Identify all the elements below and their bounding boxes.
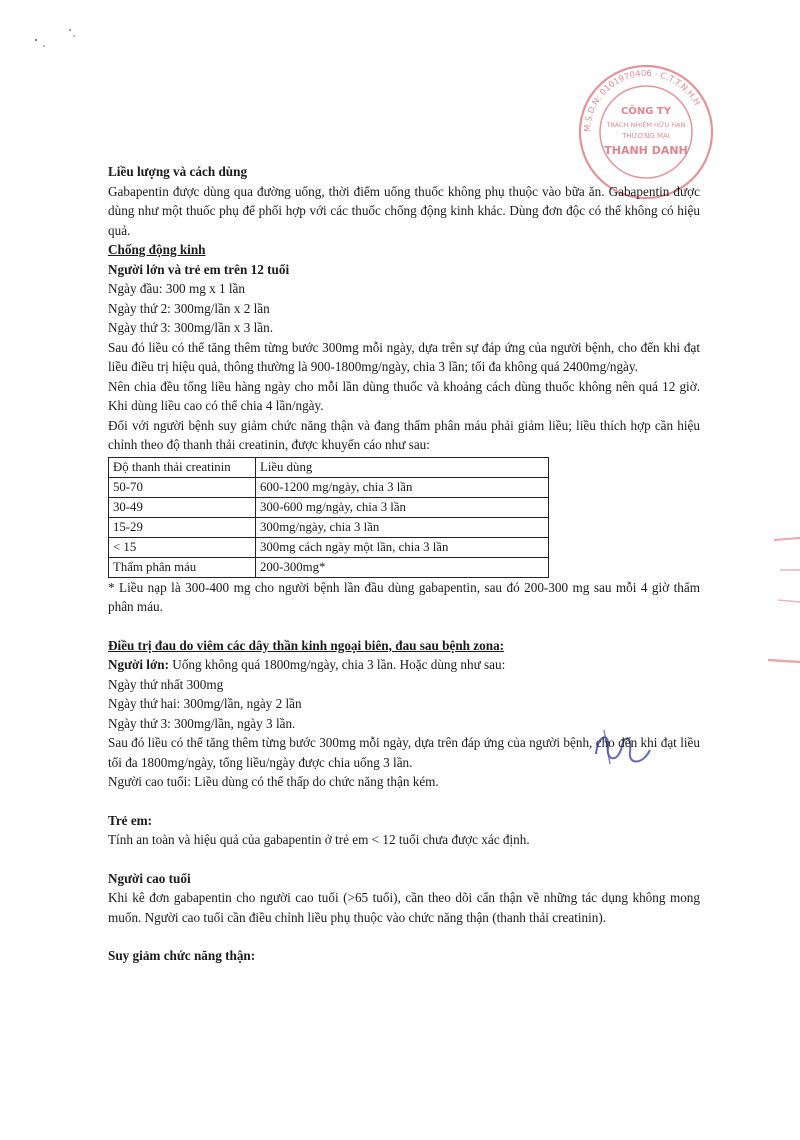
stamp-ring-text: M.S.D.N: 0101970406 · C.T.T.N.H.H [582,68,702,133]
neuropathic-titration: Sau đó liều có thể tăng thêm từng bước 300mg mỗi ngày, dựa trên đáp ứng của người bệnh, cho đến khi đạt liều tối đa 1800mg/ngày, tổng liều/ngày được chia uống 3 lần. [108,735,700,770]
document-body [108,162,700,966]
neuropathic-heading: Điều trị đau do viêm các dây thần kinh ngoại biên, đau sau bệnh zona: [108,637,505,653]
table-header-row [109,457,549,477]
stamp-name: THANH DANH [604,144,688,157]
table-cell: 15-29 [109,517,256,537]
table-row [109,517,549,537]
epilepsy-interval: Nên chia đều tổng liều hàng ngày cho mỗi lần dùng thuốc và khoảng cách dùng thuốc không nên quá 12 giờ. Khi dùng liều cao có thể chia 4 lần/ngày. [108,378,700,413]
elderly-text: Khi kê đơn gabapentin cho người cao tuổi (>65 tuổi), cần theo dõi cẩn thận về những tác dụng không mong muốn. Người cao tuổi cần điều chỉnh liều phụ thuộc vào chức năng thận (thanh thải creatinin). [108,890,700,925]
edge-marks [760,520,800,680]
dose-table [108,457,549,578]
epilepsy-heading: Chống động kinh [108,242,206,257]
table-row [109,557,549,577]
epilepsy-titration: Sau đó liều có thể tăng thêm từng bước 300mg mỗi ngày, dựa trên sự đáp ứng của người bệnh, cho đến khi đạt liều điều trị hiệu quả, thông thường là 900-1800mg/ngày, chia 3 lần; tối đa không quá 2400mg/ngày. [108,339,700,374]
stamp-company: CÔNG TY [621,106,671,117]
table-cell: 50-70 [109,477,256,497]
stamp-middle: TRÁCH NHIỆM HỮU HẠN [606,121,686,129]
table-cell: 300mg cách ngày một lần, chia 3 lần [256,537,549,557]
table-row [109,537,549,557]
neuropathic-day1: Ngày thứ nhất 300mg [108,676,224,692]
scan-specks [30,22,90,62]
table-header-clearance: Độ thanh thải creatinin [109,457,256,477]
table-row [109,477,549,497]
neuropathic-day3: Ngày thứ 3: 300mg/lần, ngày 3 lần. [108,715,296,731]
elderly-heading: Người cao tuổi [108,870,191,886]
table-cell: 300-600 mg/ngày, chia 3 lần [256,497,549,517]
neuropathic-day2: Ngày thứ hai: 300mg/lần, ngày 2 lần [108,696,302,711]
table-cell: 600-1200 mg/ngày, chia 3 lần [256,477,549,497]
adult-text: Uống không quá 1800mg/ngày, chia 3 lần. Hoặc dùng như sau: [169,657,506,672]
epilepsy-day1: Ngày đầu: 300 mg x 1 lần [108,281,245,296]
dosage-intro: Gabapentin được dùng qua đường uống, thời điểm uống thuốc không phụ thuộc vào bữa ăn. Gabapentin được dùng như một thuốc phụ để phối hợp với các thuốc chống động kinh khác. Dùng đơn độc có thể không có hiệu quả. [108,183,700,238]
table-header-dose: Liều dùng [256,457,549,477]
table-row [109,497,549,517]
children-text: Tính an toàn và hiệu quả của gabapentin ở trẻ em < 12 tuổi chưa được xác định. [108,832,530,847]
table-cell: Thẩm phân máu [109,557,256,577]
adult-label: Người lớn: [108,657,169,672]
table-cell: 300mg/ngày, chia 3 lần [256,517,549,537]
epilepsy-day2: Ngày thứ 2: 300mg/lần x 2 lần [108,300,270,316]
epilepsy-subheading: Người lớn và trẻ em trên 12 tuổi [108,261,290,277]
table-cell: < 15 [109,537,256,557]
stamp-sub: THƯƠNG MẠI [622,132,670,140]
neuropathic-adult [108,655,700,675]
table-cell: 30-49 [109,497,256,517]
epilepsy-day3: Ngày thứ 3: 300mg/lần x 3 lần. [108,320,274,335]
epilepsy-renal-intro: Đối với người bệnh suy giảm chức năng thận và đang thẩm phân máu phải giảm liều; liều thích hợp cần hiệu chỉnh theo độ thanh thải creatinin, được khuyến cáo như sau: [108,417,700,452]
neuropathic-elderly: Người cao tuổi: Liều dùng có thể thấp do chức năng thận kém. [108,774,439,789]
table-cell: 200-300mg* [256,557,549,577]
children-heading: Trẻ em: [108,812,153,828]
table-footnote: * Liều nạp là 300-400 mg cho người bệnh lần đầu dùng gabapentin, sau đó 200-300 mg sau mỗi 4 giờ thẩm phân máu. [108,579,700,614]
renal-heading: Suy giảm chức năng thận: [108,948,256,963]
dosage-heading: Liều lượng và cách dùng [108,164,248,179]
